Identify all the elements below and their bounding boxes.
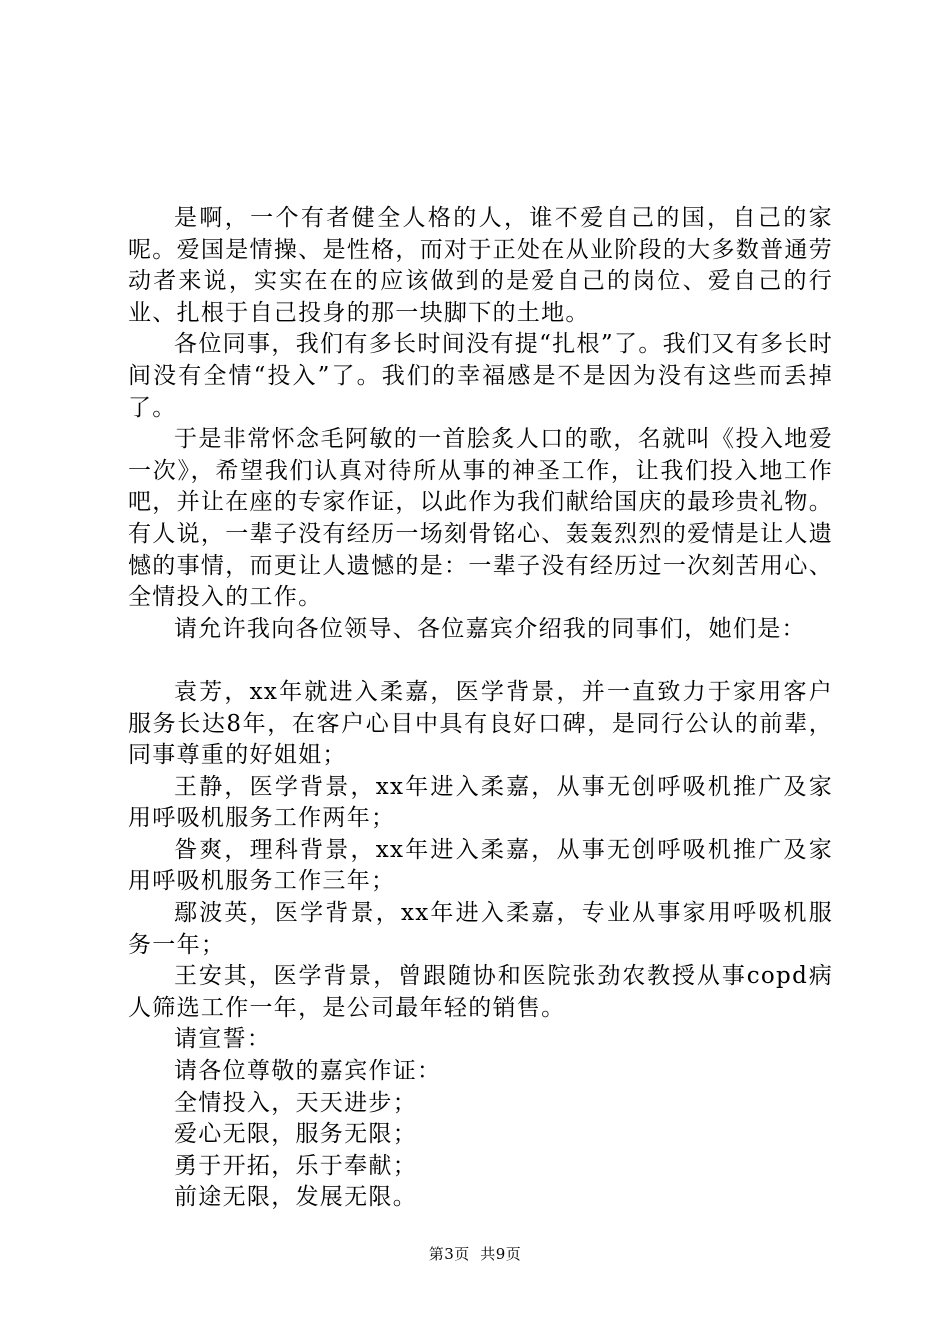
oath-line-4: 前途无限，发展无限。 <box>174 1184 417 1211</box>
paragraph-patriotism: 是啊，一个有者健全人格的人，谁不爱自己的国，自己的家呢。爱国是情操、是性格，而对于正处在从业阶段的大多数普通劳动者来说，实实在在的应该做到的是爱自己的岗位、爱自己的行业、扎根于自己投身的那一块脚下的土地。 <box>128 205 833 326</box>
paragraph-witness-call: 请各位尊敬的嘉宾作证： <box>174 1058 442 1085</box>
oath-line-3: 勇于开拓，乐于奉献； <box>174 1152 417 1179</box>
paragraph-colleague-yan: 鄢波英，医学背景，xx年进入柔嘉，专业从事家用呼吸机服务一年； <box>128 900 833 958</box>
document-body <box>128 203 833 1214</box>
paragraph-colleague-wang-anqi: 王安其，医学背景，曾跟随协和医院张劲农教授从事copd病人筛选工作一年，是公司最年轻的销售。 <box>128 963 833 1021</box>
paragraph-spacer <box>128 645 833 677</box>
paragraph-colleagues: 各位同事，我们有多长时间没有提“扎根”了。我们又有多长时间没有全情“投入”了。我们的幸福感是不是因为没有这些而丢掉了。 <box>128 331 833 421</box>
paragraph-colleague-wang-jing: 王静，医学背景，xx年进入柔嘉，从事无创呼吸机推广及家用呼吸机服务工作两年； <box>128 773 833 832</box>
paragraph-song: 于是非常怀念毛阿敏的一首脍炙人口的歌，名就叫《投入地爱一次》，希望我们认真对待所从事的神圣工作，让我们投入地工作吧，并让在座的专家作证，以此作为我们献给国庆的最珍贵礼物。有人说，一辈子没有经历一场刻骨铭心、轰轰烈烈的爱情是让人遗憾的事情，而更让人遗憾的是：一辈子没有经历过一次刻苦用心、全情投入的工作。 <box>128 426 833 611</box>
paragraph-colleague-yuan: 袁芳，xx年就进入柔嘉，医学背景，并一直致力于家用客户服务长达8年，在客户心目中具有良好口碑，是同行公认的前辈，同事尊重的好姐姐； <box>128 678 833 769</box>
paragraph-introduction: 请允许我向各位领导、各位嘉宾介绍我的同事们，她们是： <box>174 615 806 642</box>
paragraph-oath-call: 请宣誓： <box>174 1026 272 1053</box>
page-footer <box>0 1244 950 1264</box>
page-number: 第3页 共9页 <box>428 1245 522 1263</box>
oath-line-1: 全情投入，天天进步； <box>174 1089 417 1116</box>
paragraph-colleague-zan: 昝爽，理科背景，xx年进入柔嘉，从事无创呼吸机推广及家用呼吸机服务工作三年； <box>128 836 833 895</box>
oath-line-2: 爱心无限，服务无限； <box>174 1121 417 1148</box>
